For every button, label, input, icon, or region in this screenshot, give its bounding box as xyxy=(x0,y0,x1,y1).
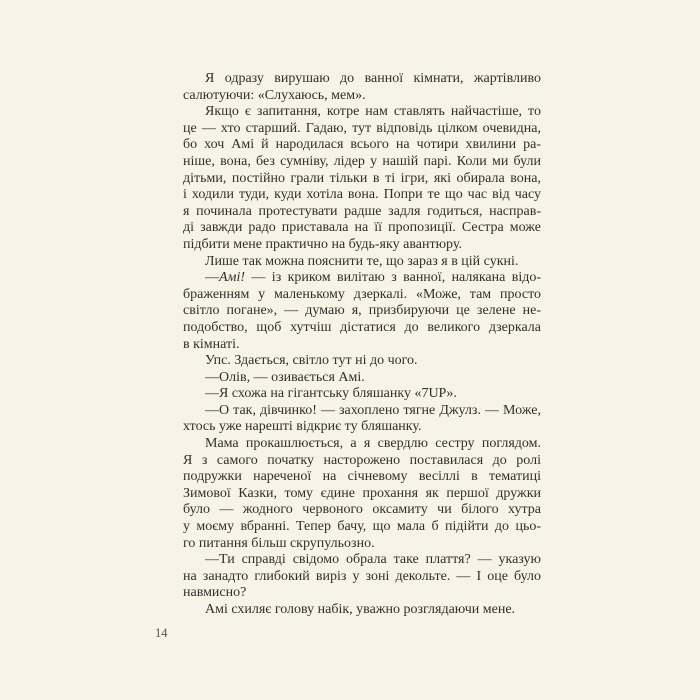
text-line: дітьми, постійно грали тільки в ті ігри, які обирала вона, xyxy=(183,170,541,186)
text-line: —Я схожа на гігантську бляшанку «7UP». xyxy=(205,386,457,402)
text-line: Я одразу вирушаю до ванної кімнати, жартівливо xyxy=(205,71,541,86)
text-segment: — xyxy=(205,270,219,286)
text-line: бо хоч Амі й народилася всього на чотири хвилини ра- xyxy=(183,137,541,153)
text-line: світло погане», — думаю я, призбируючи це зелене не- xyxy=(183,303,541,319)
paragraph xyxy=(183,104,541,253)
text-line: в кімнаті. xyxy=(183,336,240,352)
text-line: це — хто старший. Гадаю, тут відповідь цілком очевидна, xyxy=(183,120,541,136)
text-line: подружки нареченої на січневому весіллі в тематиці xyxy=(183,469,541,485)
text-line: Амі схиляє голову набік, уважно розглядаючи мене. xyxy=(205,602,516,617)
paragraph xyxy=(183,403,541,436)
text-line: го питання більш скрупульозно. xyxy=(183,535,375,551)
text-line: підбити мене практично на будь-яку авантюру. xyxy=(183,236,462,252)
text-line: і ходили туди, куди хотіла вона. Попри те що час від часу xyxy=(183,187,541,203)
text-segment: — із криком вилітаю з ванної, налякана відо- xyxy=(245,270,541,286)
text-line: хтось уже нарешті відкриє ту бляшанку. xyxy=(183,419,422,435)
text-line: у моєму вбранні. Тепер бачу, що мала б підійти до цьо- xyxy=(183,519,541,535)
text-block xyxy=(183,71,541,619)
text-line: Якщо є запитання, котре нам ставлять найчастіше, то xyxy=(205,104,541,120)
text-line: ніше, вона, без сумніву, лідер у нашій парі. Коли ми були xyxy=(183,153,541,169)
text-line: я починала протестувати радше задля годиться, насправ- xyxy=(183,203,541,219)
text-line: подобство, щоб хутчіш дістатися до великого дзеркала xyxy=(183,319,541,335)
emphasized-text: Амі! xyxy=(219,270,246,286)
text-line xyxy=(183,270,541,287)
text-line: на занадто глибокий виріз у зоні декольте. — І оце було xyxy=(183,568,541,584)
text-line: Лише так можна пояснити те, що зараз я в цій сукні. xyxy=(205,253,519,269)
text-line: було — жодного червоного оксамиту чи білого хутра xyxy=(183,502,541,518)
paragraph xyxy=(183,386,541,403)
text-line: салютуючи: «Слухаюсь, мем». xyxy=(183,87,366,103)
text-line: —Ти справді свідомо обрала таке плаття? — указую xyxy=(205,552,541,568)
text-line: Мама прокашлюється, а я свердлю сестру поглядом. xyxy=(205,436,541,452)
text-line: навмисно? xyxy=(183,585,247,601)
text-line: —О так, дівчинко! — захоплено тягне Джулз. — Може, xyxy=(205,402,541,418)
paragraph xyxy=(183,71,541,104)
text-line: браженням у маленькому дзеркалі. «Може, там просто xyxy=(183,286,541,302)
text-line: ді завжди радо приставала на її пропозиції. Сестра може xyxy=(183,220,541,236)
text-line: Я з самого початку насторожено поставилася до ролі xyxy=(183,452,541,468)
paragraph xyxy=(183,436,541,552)
paragraph xyxy=(183,552,541,602)
text-line: —Олів, — озивається Амі. xyxy=(205,369,365,385)
text-line: Зимової Казки, тому єдине прохання як першої дружки xyxy=(183,485,541,501)
text-line: Упс. Здається, світло тут ні до чого. xyxy=(205,353,418,369)
paragraph xyxy=(183,270,541,353)
paragraph xyxy=(183,254,541,271)
paragraph xyxy=(183,602,541,619)
paragraph xyxy=(183,370,541,387)
page-number: 14 xyxy=(155,626,168,640)
paragraph xyxy=(183,353,541,370)
